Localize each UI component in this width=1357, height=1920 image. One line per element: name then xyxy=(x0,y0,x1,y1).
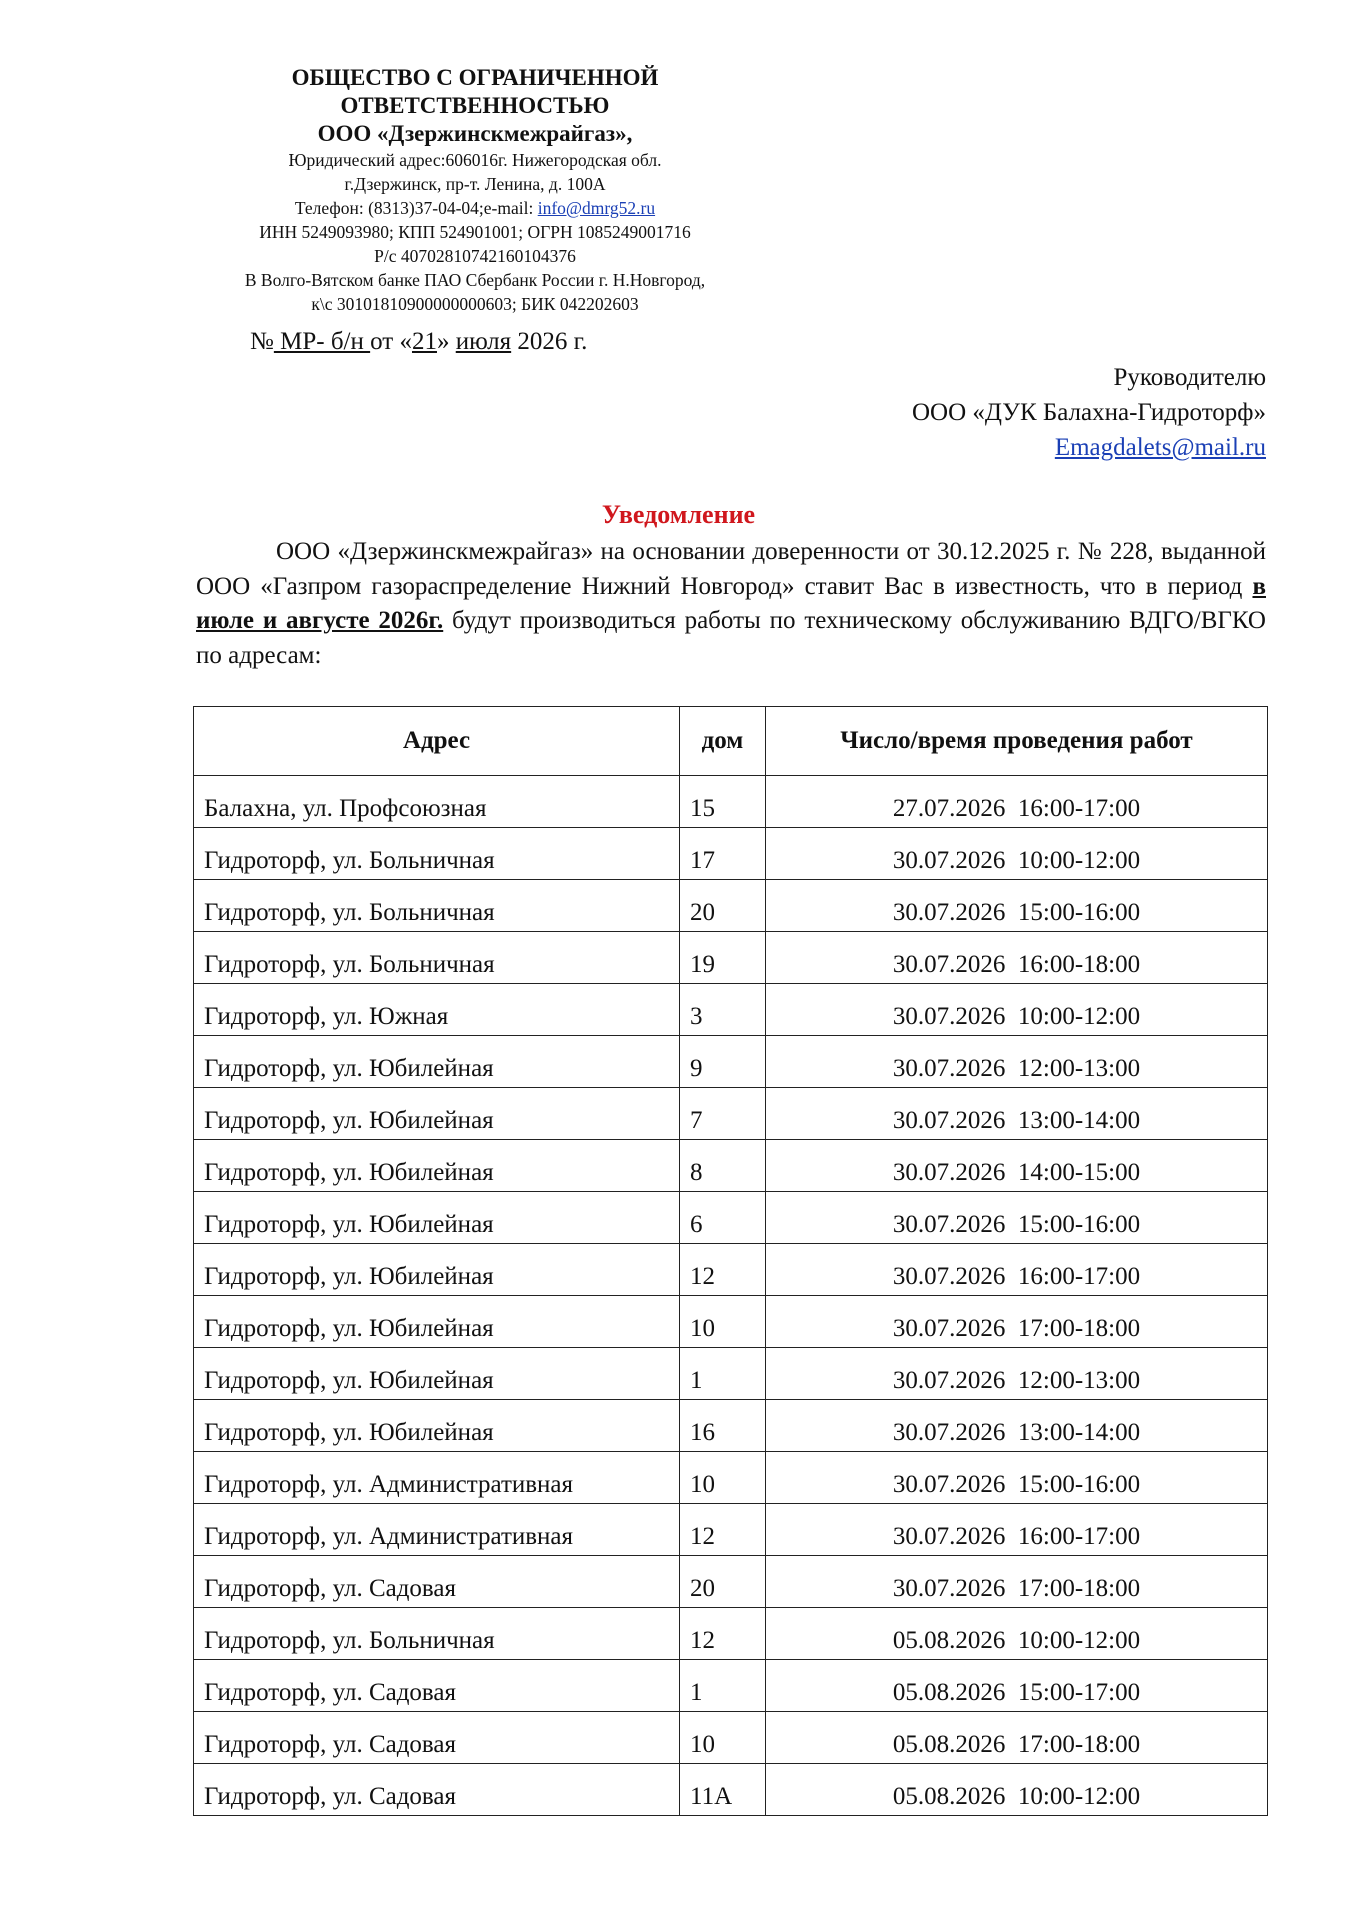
cell-house: 19 xyxy=(680,932,766,984)
number-value: МР- б/н xyxy=(273,328,371,355)
cell-datetime: 30.07.2026 16:00-17:00 xyxy=(766,1244,1268,1296)
schedule-table xyxy=(193,706,1268,1816)
cell-address: Гидроторф, ул. Юбилейная xyxy=(194,1140,680,1192)
cell-address: Гидроторф, ул. Юбилейная xyxy=(194,1192,680,1244)
cell-house: 16 xyxy=(680,1400,766,1452)
date-mid: » xyxy=(436,328,456,355)
table-row xyxy=(194,1764,1268,1816)
cell-datetime: 30.07.2026 10:00-12:00 xyxy=(766,828,1268,880)
letterhead xyxy=(180,64,770,316)
cell-house: 3 xyxy=(680,984,766,1036)
bank-line: В Волго-Вятском банке ПАО Сбербанк России г. Н.Новгород, xyxy=(244,270,706,290)
cell-house: 10 xyxy=(680,1452,766,1504)
legal-address-line1: Юридический адрес:606016г. Нижегородская обл. xyxy=(288,150,662,170)
phone-text: Телефон: (8313)37-04-04;e-mail: xyxy=(294,198,538,218)
cell-address: Гидроторф, ул. Юбилейная xyxy=(194,1036,680,1088)
table-body xyxy=(194,776,1268,1816)
number-sign: № xyxy=(250,328,274,355)
cell-address: Гидроторф, ул. Больничная xyxy=(194,828,680,880)
cell-house: 12 xyxy=(680,1244,766,1296)
org-form-line1: ОБЩЕСТВО С ОГРАНИЧЕННОЙ xyxy=(291,65,659,90)
date-year: 2026 г. xyxy=(511,328,588,355)
table-row xyxy=(194,1504,1268,1556)
header-address: Адрес xyxy=(194,707,680,776)
cell-house: 10 xyxy=(680,1296,766,1348)
cell-datetime: 05.08.2026 17:00-18:00 xyxy=(766,1712,1268,1764)
cell-datetime: 30.07.2026 15:00-16:00 xyxy=(766,1452,1268,1504)
bik-line: к\с 30101810900000000603; БИК 042202603 xyxy=(311,294,639,314)
cell-datetime: 30.07.2026 15:00-16:00 xyxy=(766,880,1268,932)
cell-house: 11А xyxy=(680,1764,766,1816)
body-period: в июле и августе 2026г. xyxy=(196,572,1266,634)
cell-datetime: 30.07.2026 12:00-13:00 xyxy=(766,1036,1268,1088)
cell-house: 12 xyxy=(680,1608,766,1660)
cell-house: 12 xyxy=(680,1504,766,1556)
header-house: дом xyxy=(680,707,766,776)
cell-house: 10 xyxy=(680,1712,766,1764)
table-row xyxy=(194,1712,1268,1764)
cell-datetime: 30.07.2026 16:00-18:00 xyxy=(766,932,1268,984)
document-number xyxy=(250,328,587,356)
table-row xyxy=(194,1192,1268,1244)
table-row xyxy=(194,1244,1268,1296)
date-from: от « xyxy=(370,328,412,355)
cell-house: 7 xyxy=(680,1088,766,1140)
cell-address: Гидроторф, ул. Юбилейная xyxy=(194,1400,680,1452)
date-month: июля xyxy=(455,328,512,355)
org-form-line2: ОТВЕТСТВЕННОСТЬЮ xyxy=(340,93,610,118)
cell-address: Гидроторф, ул. Юбилейная xyxy=(194,1244,680,1296)
cell-datetime: 30.07.2026 16:00-17:00 xyxy=(766,1504,1268,1556)
table-row xyxy=(194,1036,1268,1088)
table-row xyxy=(194,1348,1268,1400)
cell-address: Гидроторф, ул. Юбилейная xyxy=(194,1088,680,1140)
cell-datetime: 30.07.2026 17:00-18:00 xyxy=(766,1556,1268,1608)
cell-house: 15 xyxy=(680,776,766,828)
cell-datetime: 30.07.2026 13:00-14:00 xyxy=(766,1400,1268,1452)
cell-address: Гидроторф, ул. Административная xyxy=(194,1452,680,1504)
cell-house: 20 xyxy=(680,1556,766,1608)
cell-datetime: 30.07.2026 17:00-18:00 xyxy=(766,1296,1268,1348)
cell-house: 6 xyxy=(680,1192,766,1244)
cell-datetime: 30.07.2026 10:00-12:00 xyxy=(766,984,1268,1036)
cell-address: Гидроторф, ул. Больничная xyxy=(194,932,680,984)
table-row xyxy=(194,1088,1268,1140)
table-row xyxy=(194,828,1268,880)
table-row xyxy=(194,1660,1268,1712)
cell-datetime: 05.08.2026 15:00-17:00 xyxy=(766,1660,1268,1712)
cell-datetime: 27.07.2026 16:00-17:00 xyxy=(766,776,1268,828)
cell-address: Гидроторф, ул. Юбилейная xyxy=(194,1348,680,1400)
addressee-position: Руководителю xyxy=(1113,364,1266,391)
cell-address: Гидроторф, ул. Садовая xyxy=(194,1712,680,1764)
cell-house: 8 xyxy=(680,1140,766,1192)
table-row xyxy=(194,776,1268,828)
table-row xyxy=(194,880,1268,932)
table-row xyxy=(194,1556,1268,1608)
contact-line xyxy=(180,196,770,220)
cell-house: 17 xyxy=(680,828,766,880)
notice-title: Уведомление xyxy=(601,500,756,529)
cell-datetime: 30.07.2026 15:00-16:00 xyxy=(766,1192,1268,1244)
body-text-before: ООО «Дзержинскмежрайгаз» на основании доверенности от 30.12.2025 г. № 228, выданной ООО «Газпром газораспределение Нижний Новгород» ставит Вас в известность, что в период xyxy=(196,538,1266,600)
table-row xyxy=(194,1296,1268,1348)
org-email-link[interactable]: info@dmrg52.ru xyxy=(537,198,656,218)
cell-address: Гидроторф, ул. Юбилейная xyxy=(194,1296,680,1348)
addressee-email-link[interactable]: Emagdalets@mail.ru xyxy=(1054,434,1266,461)
account-line: Р/с 40702810742160104376 xyxy=(374,246,576,266)
cell-address: Гидроторф, ул. Больничная xyxy=(194,880,680,932)
cell-datetime: 30.07.2026 12:00-13:00 xyxy=(766,1348,1268,1400)
notice-body xyxy=(196,535,1266,673)
cell-datetime: 30.07.2026 13:00-14:00 xyxy=(766,1088,1268,1140)
cell-house: 1 xyxy=(680,1660,766,1712)
date-day: 21 xyxy=(411,328,437,355)
cell-datetime: 05.08.2026 10:00-12:00 xyxy=(766,1608,1268,1660)
cell-address: Балахна, ул. Профсоюзная xyxy=(194,776,680,828)
cell-address: Гидроторф, ул. Административная xyxy=(194,1504,680,1556)
table-row xyxy=(194,984,1268,1036)
table-row xyxy=(194,1140,1268,1192)
table-row xyxy=(194,1400,1268,1452)
cell-datetime: 05.08.2026 10:00-12:00 xyxy=(766,1764,1268,1816)
table-row xyxy=(194,932,1268,984)
cell-address: Гидроторф, ул. Садовая xyxy=(194,1556,680,1608)
cell-house: 9 xyxy=(680,1036,766,1088)
cell-house: 1 xyxy=(680,1348,766,1400)
header-datetime: Число/время проведения работ xyxy=(766,707,1268,776)
table-header-row xyxy=(194,707,1268,776)
cell-address: Гидроторф, ул. Садовая xyxy=(194,1660,680,1712)
addressee-block xyxy=(912,360,1266,465)
legal-address-line2: г.Дзержинск, пр-т. Ленина, д. 100А xyxy=(344,174,606,194)
org-name: ООО «Дзержинскмежрайгаз», xyxy=(317,121,633,146)
table-row xyxy=(194,1608,1268,1660)
cell-address: Гидроторф, ул. Южная xyxy=(194,984,680,1036)
addressee-org: ООО «ДУК Балахна-Гидроторф» xyxy=(911,399,1266,426)
table-row xyxy=(194,1452,1268,1504)
cell-address: Гидроторф, ул. Садовая xyxy=(194,1764,680,1816)
cell-datetime: 30.07.2026 14:00-15:00 xyxy=(766,1140,1268,1192)
cell-address: Гидроторф, ул. Больничная xyxy=(194,1608,680,1660)
cell-house: 20 xyxy=(680,880,766,932)
inn-line: ИНН 5249093980; КПП 524901001; ОГРН 1085249001716 xyxy=(259,222,691,242)
body-text-after: будут производиться работы по техническому обслуживанию ВДГО/ВГКО по адресам: xyxy=(196,607,1266,669)
